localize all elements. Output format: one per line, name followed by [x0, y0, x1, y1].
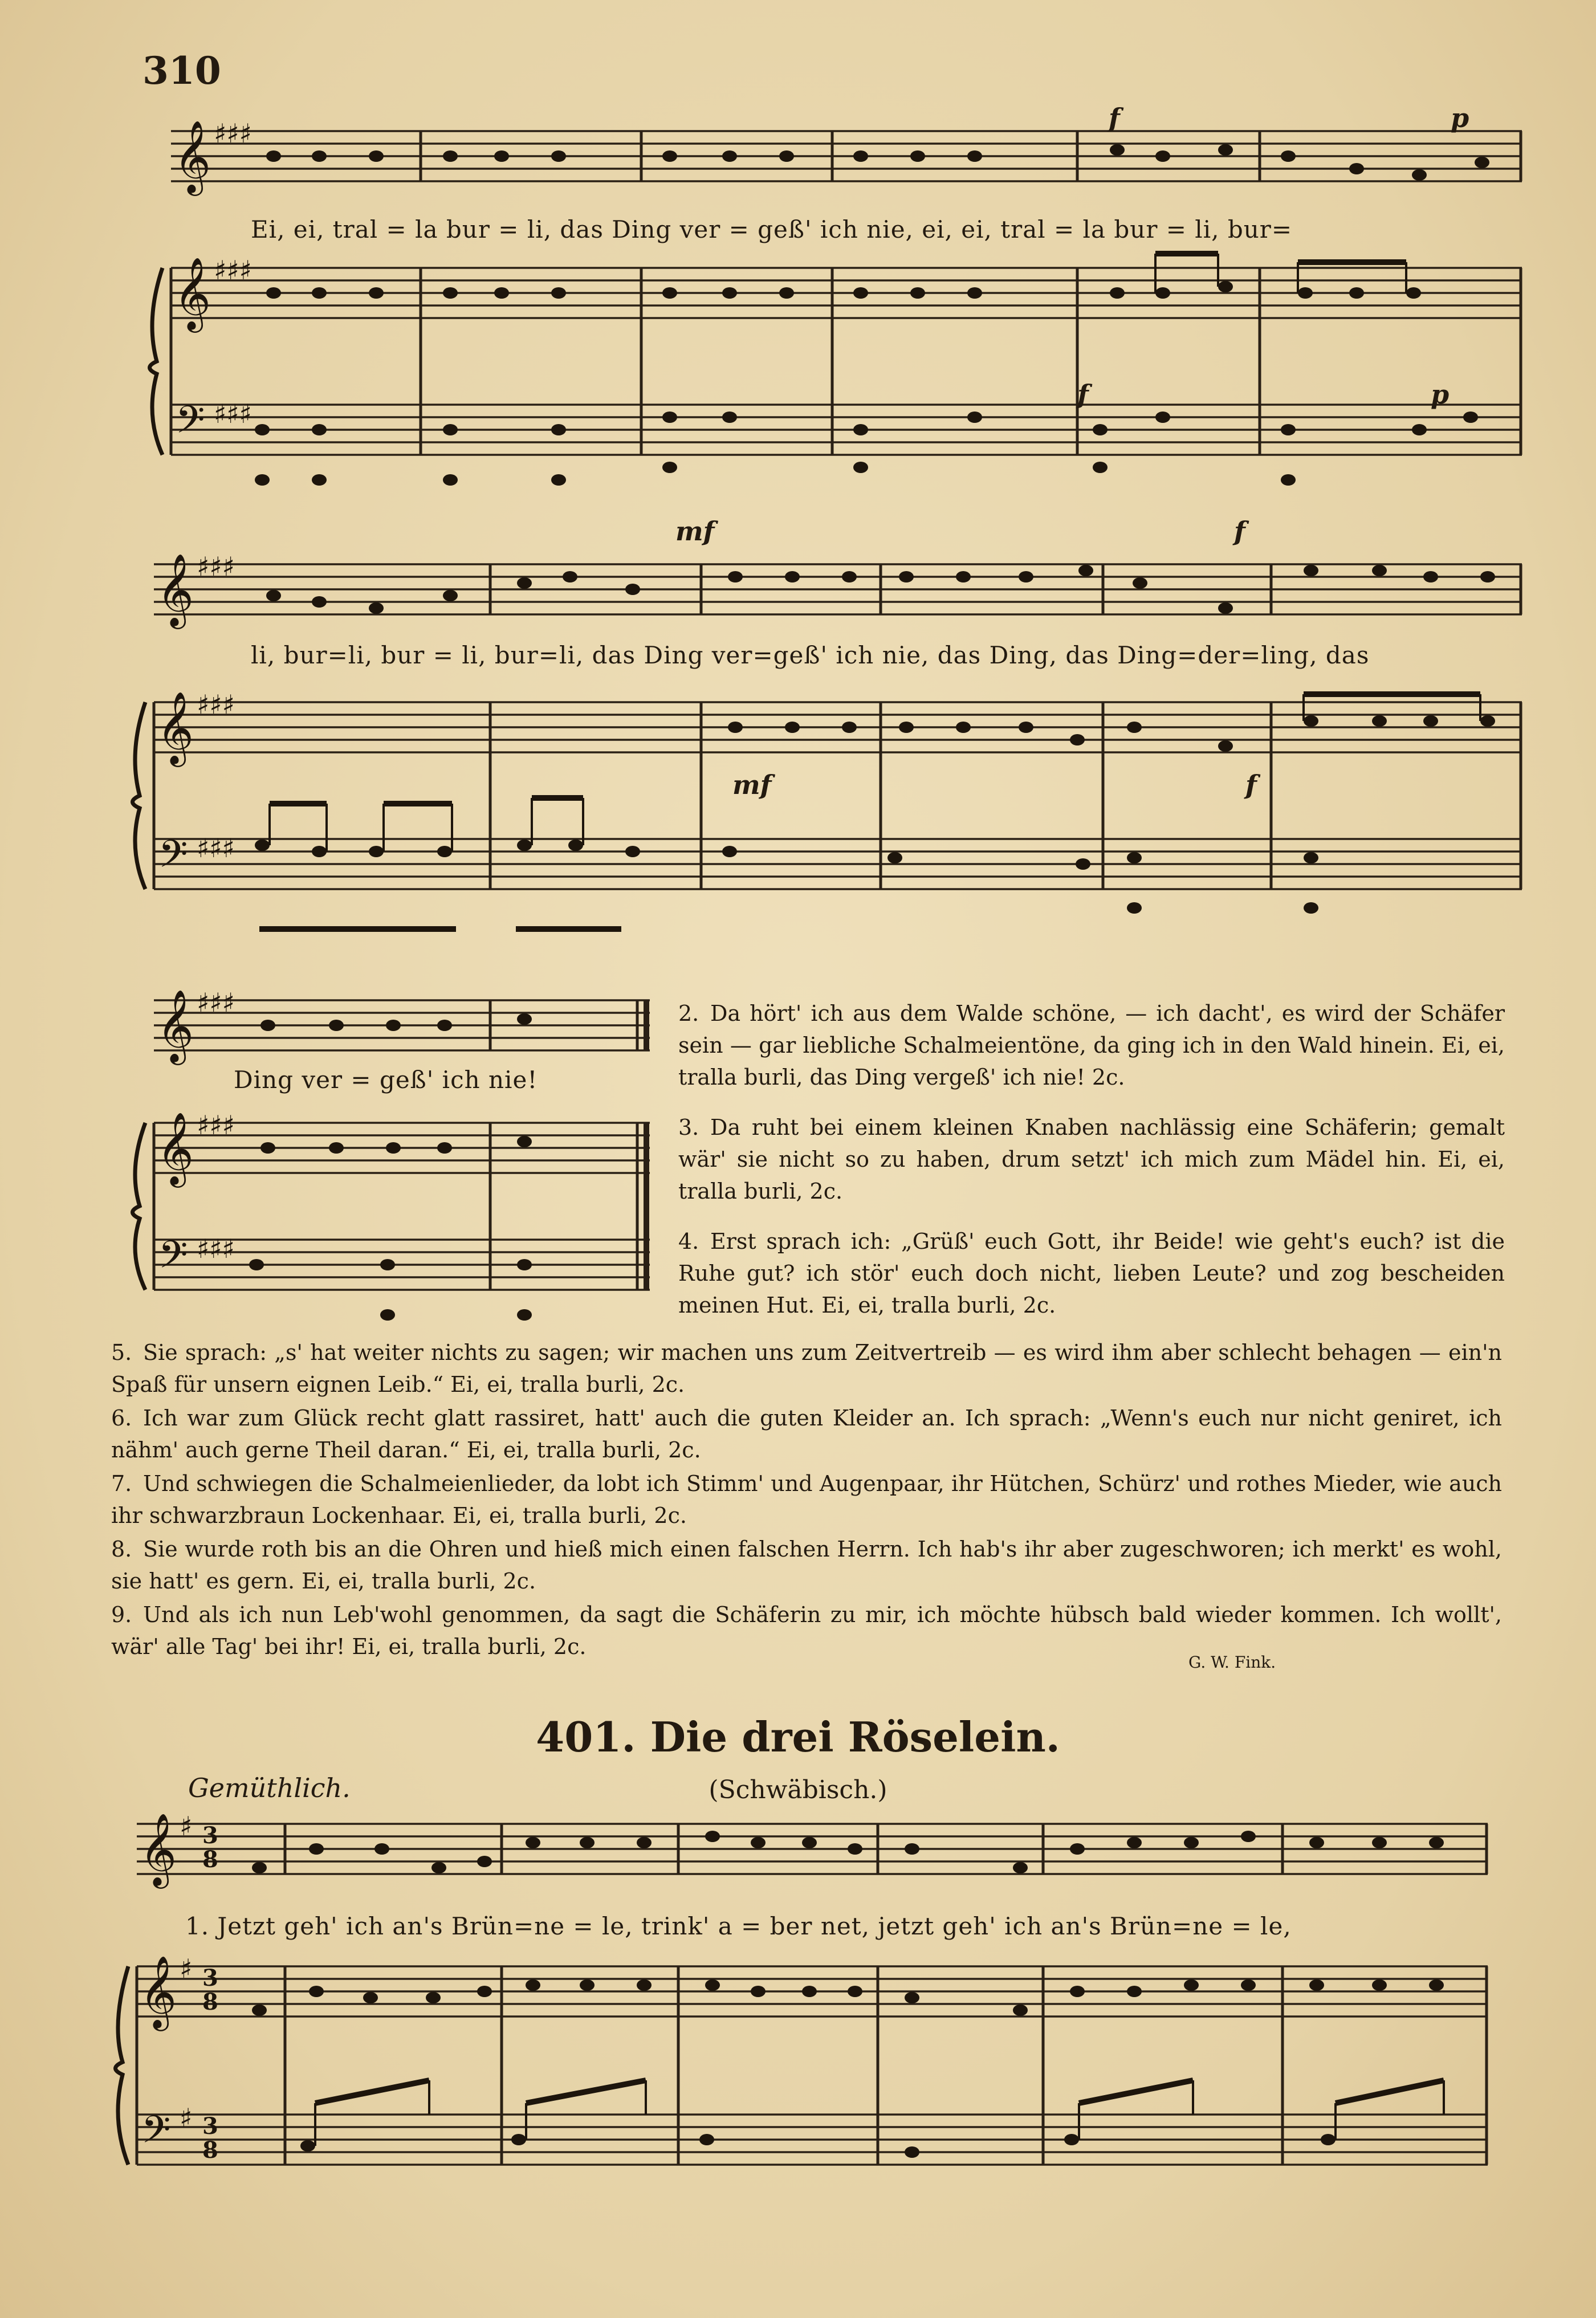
verse-9 — [111, 1599, 1502, 1663]
music-system-4 — [0, 1795, 1596, 2318]
notes-system-1 — [255, 144, 1489, 486]
key-signature-icon: ♯♯♯ — [197, 551, 235, 582]
notes-system-4 — [252, 1831, 1444, 2158]
verse-text: Sie sprach: „s' hat weiter nichts zu sagen; wir machen uns zum Zeitvertreib — es wird ihm aber schlecht behagen — ein'n Spaß für unsern eignen Leib.“ Ei, ei, tralla burli, 2c. — [111, 1340, 1502, 1397]
beams-system-4 — [315, 2080, 1444, 2146]
verse-7 — [111, 1468, 1502, 1531]
music-system-2 — [0, 513, 1596, 969]
key-signature-icon: ♯ — [180, 2103, 193, 2133]
verse-6 — [111, 1402, 1502, 1466]
barlines-system-3 — [490, 1000, 646, 1290]
verse-text: Ich war zum Glück recht glatt rassiret, hatt' auch die guten Kleider an. Ich sprach: „Wenn's euch nur nicht geniret, ich nähm' auch gerne Theil daran.“ Ei, ei, tralla burli, 2c. — [111, 1406, 1502, 1463]
verse-text: Und als ich nun Leb'wohl genommen, da sagt die Schäferin zu mir, ich möchte hübsch bald wieder kommen. Ich wollt', wär' alle Tag' bei ihr! Ei, ei, tralla burli, 2c. — [111, 1602, 1502, 1659]
verse-number: 7. — [111, 1471, 132, 1496]
bass-clef-icon: 𝄢 — [158, 1233, 188, 1286]
lyrics-line-2: li, bur=li, bur = li, bur=li, das Ding ver=geß' ich nie, das Ding, das Ding=der=ling, das — [251, 641, 1370, 669]
treble-clef-icon: 𝄞 — [140, 1955, 177, 2028]
treble-clef-icon: 𝄞 — [140, 1812, 177, 1885]
vocal-staff — [137, 1824, 1488, 1874]
dynamic-marking: mf — [675, 516, 715, 547]
verse-8 — [111, 1533, 1502, 1597]
dynamic-marking: f — [1109, 103, 1120, 133]
verse-number: 9. — [111, 1602, 132, 1627]
verse-number: 2. — [678, 1001, 699, 1026]
verse-text: Erst sprach ich: „Grüß' euch Gott, ihr Beide! wie geht's euch? ist die Ruhe gut? ich stör' euch doch nicht, lieben Leute? und zog bescheiden meinen Hut. Ei, ei, tralla burli, 2c. — [678, 1229, 1505, 1318]
music-system-1 — [0, 0, 1596, 513]
verse-2 — [678, 997, 1505, 1093]
dynamic-marking: p — [1451, 103, 1469, 133]
piano-treble-staff — [154, 702, 1522, 752]
dynamic-marking: f — [1234, 516, 1245, 547]
key-signature-icon: ♯♯♯ — [197, 833, 235, 863]
svg-text:8: 8 — [202, 1846, 218, 1873]
verse-text: Und schwiegen die Schalmeienlieder, da lobt ich Stimm' und Augenpaar, ihr Hütchen, Schürz' und rothes Mieder, wie auch ihr schwarzbraun Lockenhaar. Ei, ei, tralla burli, 2c. — [111, 1471, 1502, 1528]
key-signature-icon: ♯ — [180, 1811, 193, 1842]
key-signature-icon: ♯♯♯ — [214, 118, 252, 149]
song-subtitle: (Schwäbisch.) — [709, 1775, 887, 1804]
beams-system-2 — [259, 694, 1480, 929]
verse-text: Da ruht bei einem kleinen Knaben nachlässig eine Schäferin; gemalt wär' sie nicht so zu haben, drum setzt' ich mich zum Mädel hin. Ei, ei, tralla burli, 2c. — [678, 1115, 1505, 1204]
treble-clef-icon: 𝄞 — [157, 691, 194, 764]
dynamic-marking: p — [1431, 379, 1450, 410]
dynamic-marking: mf — [732, 769, 772, 800]
dynamic-marking: f — [1245, 769, 1257, 800]
svg-text:8: 8 — [202, 2137, 218, 2164]
verse-number: 5. — [111, 1340, 132, 1365]
verse-4 — [678, 1225, 1505, 1321]
svg-text:8: 8 — [202, 1989, 218, 2015]
lyrics-line-3: Ding ver = geß' ich nie! — [234, 1066, 538, 1094]
verse-number: 4. — [678, 1229, 699, 1254]
bass-clef-icon: 𝄢 — [176, 398, 205, 451]
stems-system-1 — [1155, 254, 1406, 293]
key-signature-icon: ♯♯♯ — [197, 1110, 235, 1140]
key-signature-icon: ♯♯♯ — [197, 1233, 235, 1264]
verse-text: Da hört' ich aus dem Walde schöne, — ich dacht', es wird der Schäfer sein — gar liebliche Schalmeientöne, da ging ich in den Wald hinein. Ei, ei, tralla burli, das Ding vergeß' ich nie! 2c. — [678, 1001, 1505, 1090]
svg-text:3: 3 — [202, 1822, 218, 1849]
music-system-3 — [0, 969, 661, 1339]
treble-clef-icon: 𝄞 — [157, 989, 194, 1062]
svg-text:3: 3 — [202, 2113, 218, 2140]
song-heading — [0, 1713, 1596, 1761]
piano-bass-staff — [171, 405, 1522, 455]
verse-3 — [678, 1111, 1505, 1207]
verse-number: 3. — [678, 1115, 699, 1140]
verse-number: 6. — [111, 1406, 132, 1431]
piano-bass-staff — [137, 2115, 1488, 2165]
treble-clef-icon: 𝄞 — [157, 553, 194, 626]
key-signature-icon: ♯ — [180, 1953, 193, 1984]
treble-clef-icon: 𝄞 — [174, 256, 211, 329]
key-signature-icon: ♯♯♯ — [197, 987, 235, 1018]
bass-clef-icon: 𝄢 — [141, 2108, 171, 2161]
page-number: 310 — [142, 48, 221, 93]
verse-number: 8. — [111, 1537, 132, 1562]
dynamic-marking: f — [1077, 379, 1089, 410]
bass-clef-icon: 𝄢 — [158, 832, 188, 885]
key-signature-icon: ♯♯♯ — [214, 255, 252, 286]
lyrics-line-1: Ei, ei, tral = la bur = li, das Ding ver = geß' ich nie, ei, ei, tral = la bur = li, bur= — [251, 215, 1293, 243]
key-signature-icon: ♯♯♯ — [197, 689, 235, 720]
treble-clef-icon: 𝄞 — [157, 1111, 194, 1184]
verse-text: Sie wurde roth bis an die Ohren und hieß mich einen falschen Herrn. Ich hab's ihr aber zugeschworen; ich merkt' es wohl, sie hatt' es gern. Ei, ei, tralla burli, 2c. — [111, 1537, 1502, 1594]
verse-5 — [111, 1337, 1502, 1400]
key-signature-icon: ♯♯♯ — [214, 398, 252, 429]
song-number: 401. — [536, 1713, 636, 1761]
svg-text:3: 3 — [202, 1965, 218, 1991]
song-title: Die drei Röselein. — [650, 1713, 1060, 1761]
lyrics-song-401: 1. Jetzt geh' ich an's Brün=ne = le, trink' a = ber net, jetzt geh' ich an's Brün=ne = le, — [185, 1912, 1292, 1940]
treble-clef-icon: 𝄞 — [174, 120, 211, 193]
tempo-marking: Gemüthlich. — [188, 1773, 351, 1803]
piano-bass-staff — [154, 839, 1522, 889]
lyricist-attribution: G. W. Fink. — [1188, 1653, 1276, 1672]
